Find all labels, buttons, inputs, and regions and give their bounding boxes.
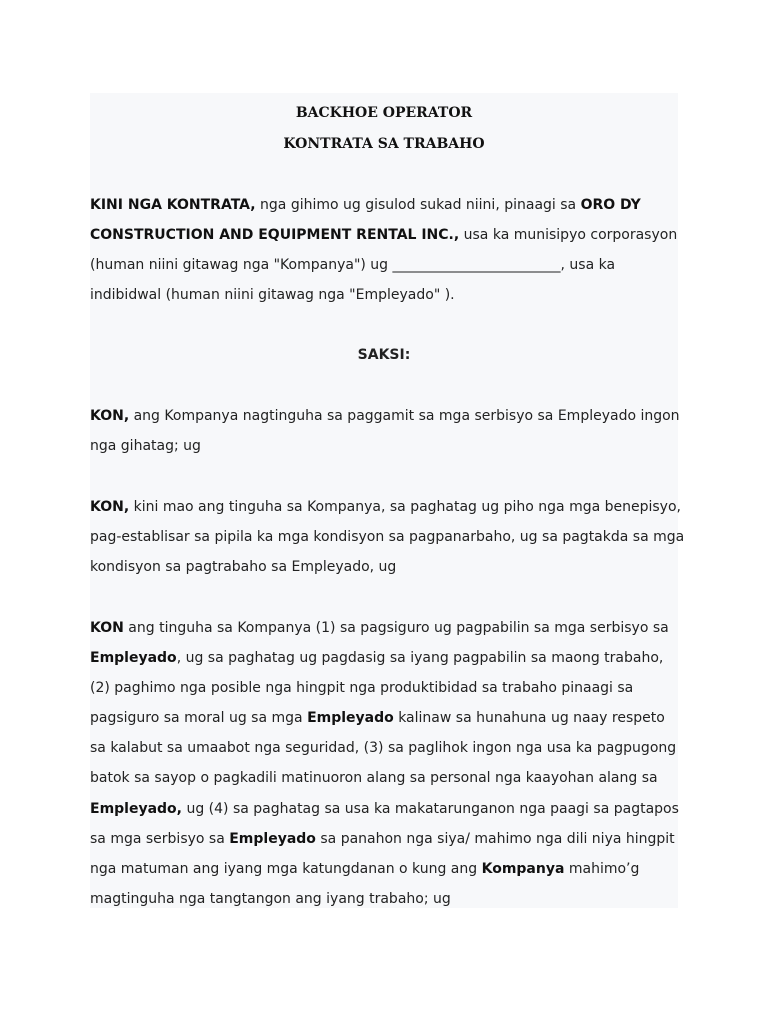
intro-lead: KINI NGA KONTRATA, xyxy=(90,197,256,213)
company-name-part1: ORO DY xyxy=(580,197,641,213)
intro-paragraph: KINI NGA KONTRATA, nga gihimo ug gisulod sukad niini, pinaagi sa ORO DY CONSTRUCTION AND EQUIPMENT RENTAL INC., usa ka munisipyo corporasyon (human niini gitawag nga "Kompanya") ug ________________________, usa ka indibidwal (human niini gitawag nga "Empleyado" ). xyxy=(90,197,678,304)
company-name-part2: CONSTRUCTION AND EQUIPMENT RENTAL INC., xyxy=(90,227,460,244)
document-subtitle: KONTRATA SA TRABAHO xyxy=(283,136,485,152)
whereas-paragraph-1: KON, ang Kompanya nagtinguha sa paggamit sa mga serbisyo sa Empleyado ingon nga gihatag; ug xyxy=(90,408,680,455)
whereas-paragraph-2: KON, kini mao ang tinguha sa Kompanya, sa paghatag ug piho nga mga benepisyo, pag-establisar sa pipila ka mga kondisyon sa pagpanarbaho, ug sa pagtakda sa mga kondisyon sa pagtrabaho sa Empleyado, ug xyxy=(90,499,685,576)
section-heading-saksi: SAKSI: xyxy=(357,347,411,363)
document-page xyxy=(90,93,685,908)
document-title: BACKHOE OPERATOR xyxy=(295,105,473,121)
whereas-paragraph-3: KON ang tinguha sa Kompanya (1) sa pagsiguro ug pagpabilin sa mga serbisyo sa Empleyado, ug sa paghatag ug pagdasig sa iyang pagpabilin sa maong trabaho, (2) paghimo nga posible nga hingpit nga produktibidad sa trabaho pinaagi sa pagsiguro sa moral ug sa mga Empleyado kalinaw sa hunahuna ug naay respeto sa kalabut sa umaabot nga seguridad, (3) sa paglihok ingon nga usa ka pagpugong batok sa sayop o pagkadili matinuoron alang sa personal nga kaayohan alang sa Empleyado, ug (4) sa paghatag sa usa ka makatarunganon nga paagi sa pagtapos sa mga serbisyo sa Empleyado sa panahon nga siya/ mahimo nga dili niya hingpit nga matuman ang iyang mga katungdanan o kung ang Kompanya mahimo’g magtinguha nga tangtangon ang iyang trabaho; ug xyxy=(90,620,679,907)
